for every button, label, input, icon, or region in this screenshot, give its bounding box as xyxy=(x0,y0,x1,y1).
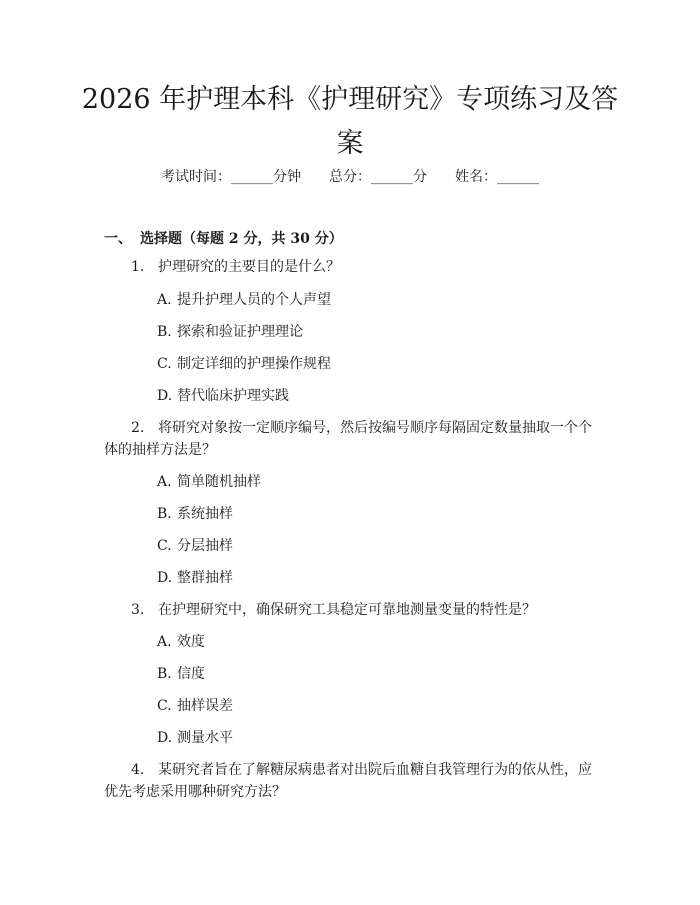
total-score-label: 总分： xyxy=(329,169,371,185)
option-text: 简单随机抽样 xyxy=(177,474,261,490)
question-stem xyxy=(104,256,604,278)
option-text: 测量水平 xyxy=(177,730,233,746)
section-heading xyxy=(104,228,343,250)
page-title xyxy=(80,78,620,166)
option-letter: A. xyxy=(157,474,172,490)
question-number: 3. xyxy=(131,602,145,618)
question-4 xyxy=(0,759,700,803)
option-letter: D. xyxy=(157,388,173,404)
option-a xyxy=(157,471,700,493)
question-2 xyxy=(0,417,700,589)
question-stem xyxy=(104,759,604,803)
student-name-label: 姓名： xyxy=(455,169,497,185)
option-letter: B. xyxy=(157,666,172,682)
exam-time-field xyxy=(161,166,301,188)
question-stem xyxy=(104,417,604,461)
option-text: 分层抽样 xyxy=(177,538,233,554)
option-letter: D. xyxy=(157,730,173,746)
title-line-1: 2026 年护理本科《护理研究》专项练习及答 xyxy=(81,84,619,115)
option-letter: C. xyxy=(157,698,172,714)
option-letter: D. xyxy=(157,570,173,586)
question-list xyxy=(0,256,700,803)
option-a xyxy=(157,631,700,653)
exam-time-unit: 分钟 xyxy=(273,169,301,185)
option-letter: B. xyxy=(157,506,172,522)
exam-time-blank: ______ xyxy=(231,169,273,185)
option-text: 系统抽样 xyxy=(177,506,233,522)
option-text: 探索和验证护理理论 xyxy=(177,324,303,340)
option-letter: C. xyxy=(157,356,172,372)
student-name-field xyxy=(455,166,539,188)
question-text: 护理研究的主要目的是什么？ xyxy=(158,259,340,275)
option-d xyxy=(157,727,700,749)
option-a xyxy=(157,289,700,311)
option-text: 效度 xyxy=(177,634,205,650)
option-letter: A. xyxy=(157,634,172,650)
student-name-blank: ______ xyxy=(497,169,539,185)
question-stem xyxy=(104,599,604,621)
option-letter: C. xyxy=(157,538,172,554)
option-d xyxy=(157,385,700,407)
question-text: 某研究者旨在了解糖尿病患者对出院后血糖自我管理行为的依从性，应优先考虑采用哪种研究方法？ xyxy=(104,762,592,800)
question-number: 2. xyxy=(131,420,145,436)
option-b xyxy=(157,663,700,685)
option-c xyxy=(157,535,700,557)
option-letter: A. xyxy=(157,292,172,308)
option-b xyxy=(157,503,700,525)
option-c xyxy=(157,695,700,717)
option-c xyxy=(157,353,700,375)
option-text: 抽样误差 xyxy=(177,698,233,714)
option-text: 替代临床护理实践 xyxy=(177,388,289,404)
option-text: 提升护理人员的个人声望 xyxy=(177,292,331,308)
section-title: 选择题（每题 2 分，共 30 分） xyxy=(140,231,343,247)
question-number: 1. xyxy=(131,259,145,275)
option-letter: B. xyxy=(157,324,172,340)
exam-time-label: 考试时间： xyxy=(161,169,231,185)
question-text: 将研究对象按一定顺序编号，然后按编号顺序每隔固定数量抽取一个个体的抽样方法是？ xyxy=(104,420,592,458)
question-text: 在护理研究中，确保研究工具稳定可靠地测量变量的特性是？ xyxy=(158,602,536,618)
title-line-2: 案 xyxy=(336,128,364,159)
option-b xyxy=(157,321,700,343)
option-text: 信度 xyxy=(177,666,205,682)
option-text: 整群抽样 xyxy=(177,570,233,586)
total-score-blank: ______ xyxy=(371,169,413,185)
question-1 xyxy=(0,256,700,407)
exam-info-row xyxy=(0,166,700,188)
option-text: 制定详细的护理操作规程 xyxy=(177,356,331,372)
option-d xyxy=(157,567,700,589)
total-score-unit: 分 xyxy=(413,169,427,185)
section-number: 一、 xyxy=(104,231,132,247)
total-score-field xyxy=(329,166,427,188)
question-3 xyxy=(0,599,700,749)
question-number: 4. xyxy=(131,762,145,778)
